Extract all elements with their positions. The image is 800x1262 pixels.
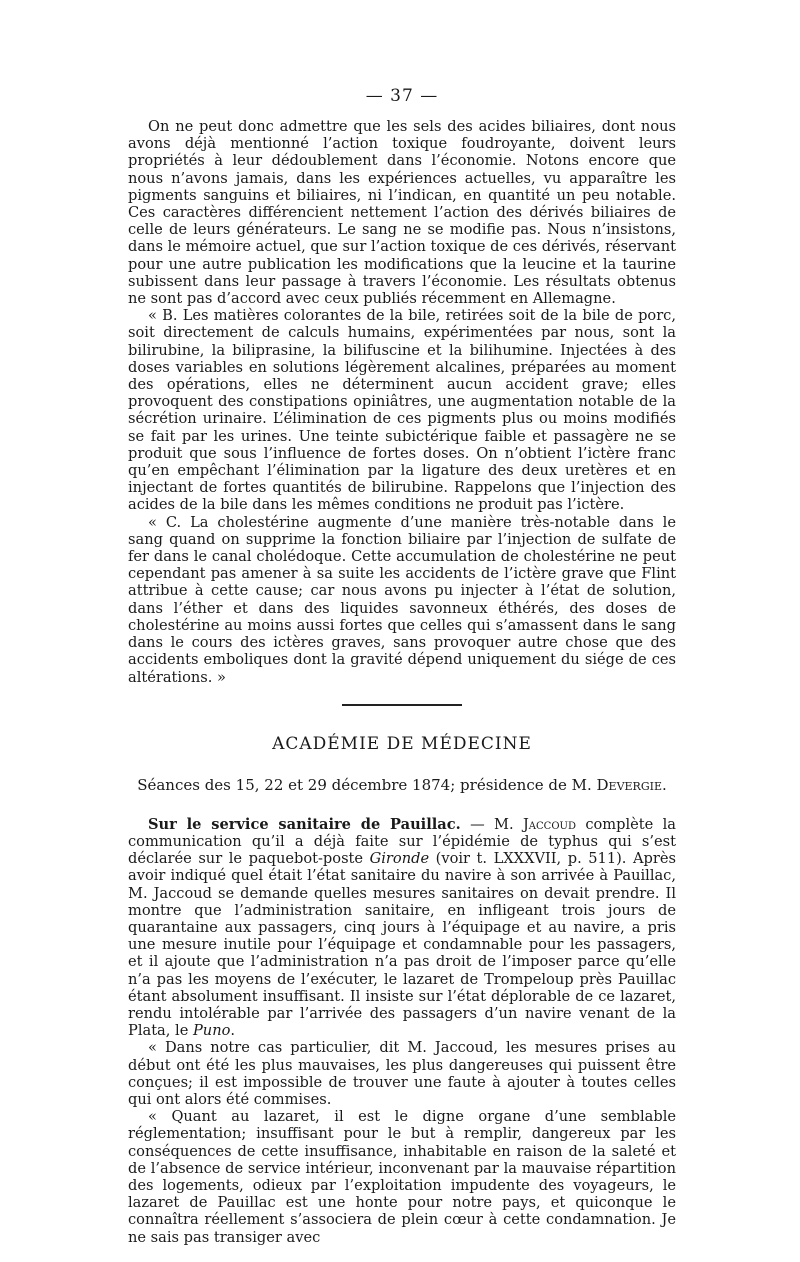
- paragraph-bile-acids: On ne peut donc admettre que les sels des acides biliaires, dont nous avons déjà mentionné l’action toxique foudroyante, doivent leurs propriétés à leur dédoublement dans l’économie. Notons encore que nous n’avons jamais, dans les expériences actuelles, vu apparaître les pigments sanguins et biliaires, ni l’indican, en quantité un peu notable. Ces caractères différencient nettement l’action des dérivés biliaires de celle de leurs générateurs. Le sang ne se modifie pas. Nous n’insistons, dans le mémoire actuel, que sur l’action toxique de ces dérivés, réservant pour une autre publication les modifications que la leucine et la taurine subissent dans leur passage à travers l’économie. Les résultats obtenus ne sont pas d’accord avec ceux publiés récemment en Allemagne.: [128, 118, 676, 308]
- article-paragraph: [128, 816, 676, 1040]
- paragraph-jaccoud-quote-2: « Quant au lazaret, il est le digne organe d’une semblable réglementation; insuffisant pour le but à remplir, dangereux par les conséquences de cette insuffisance, inhabitable en raison de la saleté et de l’absence de service intérieur, inconvenant par la mauvaise répartition des logements, odieux par l’exploitation impudente des voyageurs, le lazaret de Pauillac est une honte pour notre pays, et quiconque le connaîtra réellement s’associera de plein cœur à cette condamnation. Je ne sais pas transiger avec: [128, 1108, 676, 1246]
- section-divider: [342, 704, 462, 706]
- article-author: Jaccoud: [522, 815, 576, 833]
- document-page: [128, 86, 676, 1246]
- paragraph-jaccoud-quote-1: « Dans notre cas particulier, dit M. Jaccoud, les mesures prises au début ont été les plus mauvaises, les plus dangereuses qui puissent être conçues; il est impossible de trouver une faute à ajouter à toutes celles qui ont alors été commises.: [128, 1039, 676, 1108]
- paragraph-cholesterine: « C. La cholestérine augmente d’une manière très-notable dans le sang quand on supprime la fonction biliaire par l’injection de sulfate de fer dans le canal cholédoque. Cette accumulation de cholestérine ne peut cependant pas amener à sa suite les accidents de l’ictère grave que Flint attribue à cette cause; car nous avons pu injecter à l’état de solution, dans l’éther et dans des liquides savonneux éthérés, des doses de cholestérine au moins aussi fortes que celles qui s’amassent dans le sang dans le cours des ictères graves, sans provoquer autre chose que des accidents emboliques dont la gravité dépend uniquement du siége de ces altérations. »: [128, 513, 676, 686]
- article-dash: — M.: [460, 815, 523, 833]
- article-text-1: complète la communication qu’il a déjà faite sur l’épidémie de typhus qui s’est déclarée sur le paquebot-poste: [128, 815, 676, 868]
- article-text-2: (voir t. LXXXVII, p. 511). Après avoir indiqué quel était l’état sanitaire du navire à son arrivée à Pauillac, M. Jaccoud se demande quelles mesures sanitaires on devait prendre. Il montre que l’administration sanitaire, en infligeant trois jours de quarantaine aux passagers, cinq jours à l’équipage et au navire, a pris une mesure inutile pour l’équipage et condamnable pour les passagers, et il ajoute que l’administration n’a pas droit de l’imposer parce qu’elle n’a pas les moyens de l’exécuter, le lazaret de Trompeloup près Pauillac étant absolument insuffisant. Il insiste sur l’état déplorable de ce lazaret, rendu intolérable par l’arrivée des passagers d’un navire venant de la Plata, le: [128, 850, 676, 1040]
- article-heading: Sur le service sanitaire de Pauillac.: [148, 815, 461, 833]
- paragraph-bile-pigments: « B. Les matières colorantes de la bile, retirées soit de la bile de porc, soit directement de calculs humains, expérimentées par nous, sont la bilirubine, la biliprasine, la bilifuscine et la bilihumine. Injectées à des doses variables en solutions légèrement alcalines, préparées au moment des opérations, elles ne déterminent aucun accident grave; elles provoquent des constipations opiniâtres, une augmentation notable de la sécrétion urinaire. L’élimination de ces pigments plus ou moins modifiés se fait par les urines. Une teinte subictérique faible et passagère ne se produit que sous l’influence de fortes doses. On n’obtient l’ictère franc qu’en empêchant l’élimination par la ligature des deux uretères et en injectant de fortes quantités de bilirubine. Rappelons que l’injection des acides de la bile dans les mêmes conditions ne produit pas l’ictère.: [128, 307, 676, 514]
- president-name: Devergie: [596, 775, 663, 794]
- ship-name-puno: Puno: [192, 1022, 231, 1040]
- sessions-text: Séances des 15, 22 et 29 décembre 1874; présidence de M.: [137, 775, 597, 794]
- ship-name-gironde: Gironde: [369, 850, 430, 868]
- article-text-3: .: [230, 1022, 236, 1040]
- section-title: ACADÉMIE DE MÉDECINE: [272, 733, 532, 754]
- sessions-end: .: [662, 775, 667, 794]
- sessions-line: [128, 776, 676, 794]
- page-number: — 37 —: [365, 86, 439, 106]
